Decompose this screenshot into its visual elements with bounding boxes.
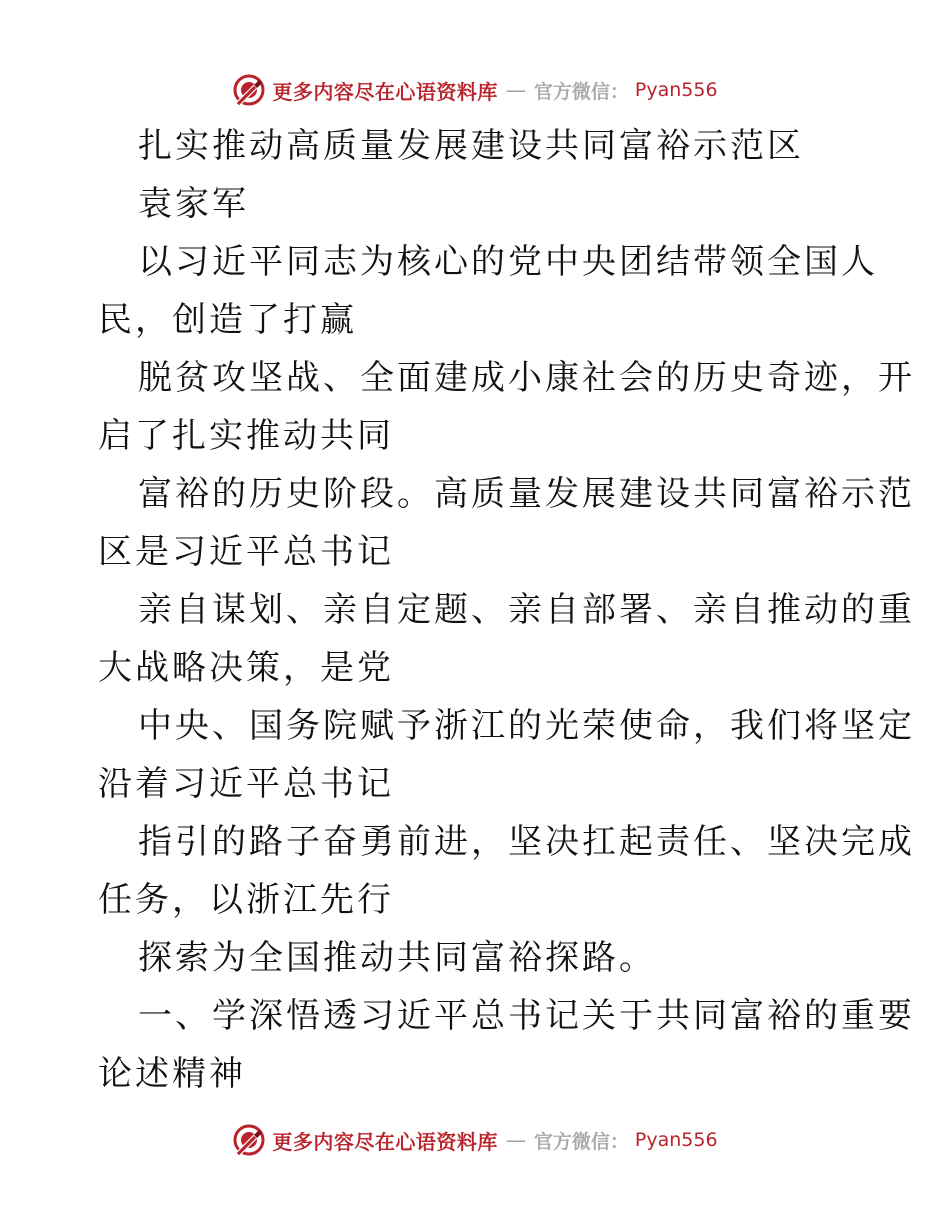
paragraph-line: 探索为全国推动共同富裕探路。	[138, 938, 656, 978]
document-body	[98, 118, 915, 1104]
paragraph-line: 脱贫攻坚战、全面建成小康社会的历史奇迹，开	[138, 358, 915, 398]
section-heading-continued: 论述精神	[98, 1054, 246, 1094]
footer-watermark	[0, 1120, 950, 1160]
pen-logo-icon	[232, 1123, 266, 1157]
watermark-dash: —	[505, 1128, 526, 1152]
paragraph-line: 富裕的历史阶段。高质量发展建设共同富裕示范	[138, 474, 915, 514]
section-heading: 一、学深悟透习近平总书记关于共同富裕的重要	[138, 996, 915, 1036]
paragraph-line: 民，创造了打赢	[98, 300, 357, 340]
pen-logo-icon	[232, 73, 266, 107]
watermark-wechat-label: 官方微信：	[533, 80, 629, 103]
watermark-main-text: 更多内容尽在心语资料库	[272, 1129, 498, 1154]
paragraph-line: 启了扎实推动共同	[98, 416, 394, 456]
watermark-main-text: 更多内容尽在心语资料库	[272, 79, 498, 104]
watermark-wechat-label: 官方微信：	[533, 1130, 629, 1153]
paragraph-line: 区是习近平总书记	[98, 532, 394, 572]
paragraph-line: 指引的路子奋勇前进，坚决扛起责任、坚决完成	[138, 822, 915, 862]
paragraph-line: 任务，以浙江先行	[98, 880, 394, 920]
paragraph-line: 沿着习近平总书记	[98, 764, 394, 804]
paragraph-line: 以习近平同志为核心的党中央团结带领全国人	[138, 242, 878, 282]
watermark-dash: —	[505, 78, 526, 102]
paragraph-line: 大战略决策，是党	[98, 648, 394, 688]
header-watermark	[0, 70, 950, 110]
paragraph-line: 亲自谋划、亲自定题、亲自部署、亲自推动的重	[138, 590, 915, 630]
paragraph-line: 中央、国务院赋予浙江的光荣使命，我们将坚定	[138, 706, 915, 746]
document-author: 袁家军	[138, 184, 249, 224]
watermark-wechat-id: Pyan556	[634, 79, 718, 101]
watermark-wechat-id: Pyan556	[634, 1129, 718, 1151]
document-title: 扎实推动高质量发展建设共同富裕示范区	[138, 126, 804, 166]
